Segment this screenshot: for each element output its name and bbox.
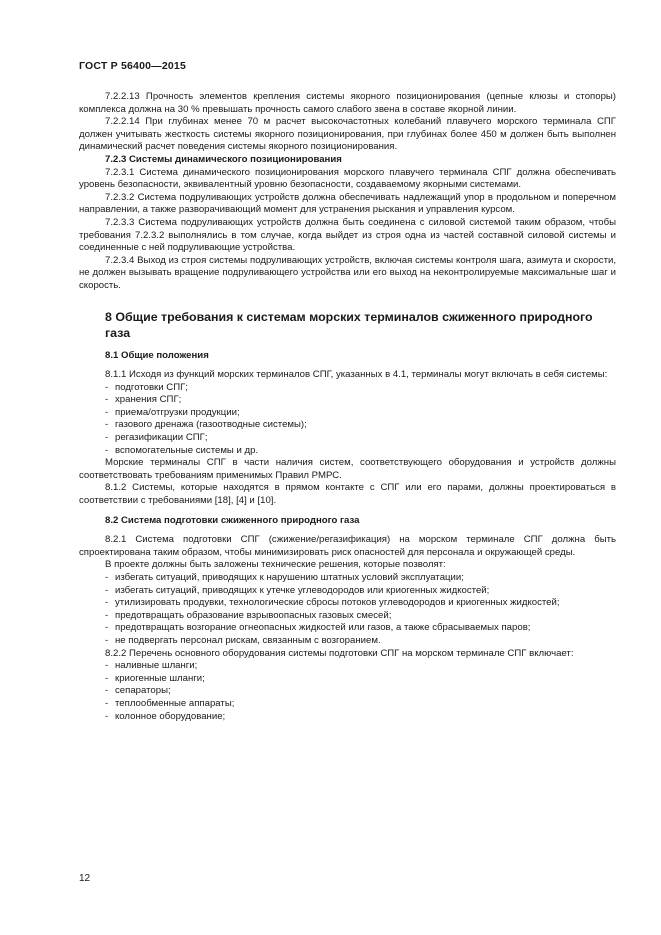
list-dash: - bbox=[105, 572, 109, 583]
list-item bbox=[79, 685, 616, 698]
list-dash: - bbox=[105, 419, 109, 431]
list-dash: - bbox=[105, 634, 109, 646]
document-code-header: ГОСТ Р 56400—2015 bbox=[79, 60, 187, 72]
list-item-text: подготовки СПГ; bbox=[115, 381, 188, 393]
list-item bbox=[79, 572, 616, 585]
list-item bbox=[79, 622, 616, 635]
list-item bbox=[79, 610, 616, 623]
subsection-heading: 7.2.3 Системы динамического позиционирования bbox=[105, 153, 342, 165]
list-dash: - bbox=[105, 584, 109, 596]
paragraph: 7.2.3.3 Система подруливающих устройств должна быть соединена с силовой системой таким образом, чтобы требования 7.2.3.2 выполнялись в том случае, когда выйдет из строя одна из частей составной силовой системы и соединенные с ней подруливающие устройства. bbox=[79, 216, 616, 254]
paragraph: 7.2.3.1 Система динамического позиционирования морского плавучего терминала СПГ должна обеспечивать уровень безопасности, эквивалентный уровню безопасности, создаваемому якорными системами. bbox=[79, 166, 616, 191]
paragraph: 8.2.1 Система подготовки СПГ (сжижение/регазификация) на морском терминале СПГ должна быть спроектирована таким образом, чтобы минимизировать риск опасностей для персонала и окружающей среды. bbox=[79, 534, 616, 558]
subsection-heading: 8.1 Общие положения bbox=[105, 349, 209, 361]
paragraph: 7.2.2.13 Прочность элементов крепления системы якорного позиционирования (цепные клюзы и стопоры) комплекса должна на 30 % превышать прочность самого слабого звена в составе якорной линии. bbox=[79, 91, 616, 115]
list-item-text: наливные шланги; bbox=[115, 660, 198, 672]
subsection-heading: 8.2 Система подготовки сжиженного природного газа bbox=[105, 514, 360, 526]
document-body bbox=[79, 91, 616, 723]
list-item-text: предотвращать возгорание огнеопасных жидкостей или газов, а также сбрасываемых паров; bbox=[115, 622, 531, 634]
list-item bbox=[79, 660, 616, 673]
list-item-text: колонное оборудование; bbox=[115, 710, 226, 722]
paragraph: 8.1.1 Исходя из функций морских терминалов СПГ, указанных в 4.1, терминалы могут включать в себя системы: bbox=[105, 369, 608, 381]
list-dash: - bbox=[105, 609, 109, 621]
list-dash: - bbox=[105, 672, 109, 684]
paragraph: 7.2.2.14 При глубинах менее 70 м расчет высокочастотных колебаний плавучего морского терминала СПГ должен учитывать жесткость системы якорного позиционирования, при глубинах более 450 м должен быть выполнен динамический расчет поведения системы якорного позиционирования. bbox=[79, 116, 616, 153]
list-dash: - bbox=[105, 710, 109, 722]
list-item-text: теплообменные аппараты; bbox=[115, 697, 235, 709]
paragraph: 8.2.2 Перечень основного оборудования системы подготовки СПГ на морском терминале СПГ включает: bbox=[105, 647, 574, 659]
list-item bbox=[79, 673, 616, 686]
list-dash: - bbox=[105, 622, 109, 634]
list-item-text: регазификации СПГ; bbox=[115, 432, 208, 444]
list-dash: - bbox=[105, 381, 109, 393]
list-item-text: газового дренажа (газоотводные системы); bbox=[115, 419, 307, 431]
paragraph: 7.2.3.4 Выход из строя системы подруливающих устройств, включая системы контроля шага, азимута и скорости, не должен вызывать вращение подруливающего устройства или его выход на неконтролируемые максимальные шаг и скорость. bbox=[79, 254, 616, 291]
list-item bbox=[79, 407, 616, 420]
list-item-text: сепараторы; bbox=[115, 685, 171, 697]
list-item-text: хранения СПГ; bbox=[115, 394, 182, 406]
list-item bbox=[79, 698, 616, 711]
list-dash: - bbox=[105, 394, 109, 406]
list-dash: - bbox=[105, 444, 109, 456]
paragraph: 7.2.3.2 Система подруливающих устройств должна обеспечивать надлежащий упор в продольном и поперечном направлении, а также разворачивающий момент для устранения рыскания и управления курсом. bbox=[79, 191, 616, 216]
list-item bbox=[79, 711, 616, 724]
list-item bbox=[79, 585, 616, 598]
list-item bbox=[79, 394, 616, 407]
list-item bbox=[79, 419, 616, 432]
list-dash: - bbox=[105, 432, 109, 444]
list-dash: - bbox=[105, 406, 109, 418]
page-number: 12 bbox=[79, 873, 91, 884]
list-item bbox=[79, 382, 616, 395]
list-item-text: криогенные шланги; bbox=[115, 672, 205, 684]
list-item-text: избегать ситуаций, приводящих к нарушению штатных условий эксплуатации; bbox=[115, 572, 464, 583]
section-heading: 8 Общие требования к системам морских терминалов сжиженного природного газа bbox=[105, 309, 593, 340]
list-dash: - bbox=[105, 660, 109, 672]
paragraph: 8.1.2 Системы, которые находятся в прямом контакте с СПГ или его парами, должны проектироваться в соответствии с требованиями [18], [4] и [10]. bbox=[79, 482, 616, 507]
list-item-text: вспомогательные системы и др. bbox=[115, 444, 259, 456]
list-item bbox=[79, 445, 616, 458]
list-item-text: приема/отгрузки продукции; bbox=[115, 406, 240, 418]
list-item-text: не подвергать персонал рискам, связанным с возгоранием. bbox=[115, 634, 381, 646]
list-dash: - bbox=[105, 597, 109, 609]
list-item bbox=[79, 597, 616, 610]
list-item-text: предотвращать образование взрывоопасных газовых смесей; bbox=[115, 609, 392, 621]
list-dash: - bbox=[105, 685, 109, 697]
list-item bbox=[79, 635, 616, 648]
paragraph: Морские терминалы СПГ в части наличия систем, соответствующего оборудования и устройств должны соответствовать требованиям применимых Правил РМРС. bbox=[79, 457, 616, 481]
paragraph: В проекте должны быть заложены технические решения, которые позволят: bbox=[105, 559, 446, 571]
list-item-text: утилизировать продувки, технологические сбросы потоков углеводородов и криогенных жидкостей; bbox=[115, 597, 560, 609]
list-item-text: избегать ситуаций, приводящих к утечке углеводородов или криогенных жидкостей; bbox=[115, 584, 490, 596]
list-item bbox=[79, 432, 616, 445]
list-dash: - bbox=[105, 697, 109, 709]
